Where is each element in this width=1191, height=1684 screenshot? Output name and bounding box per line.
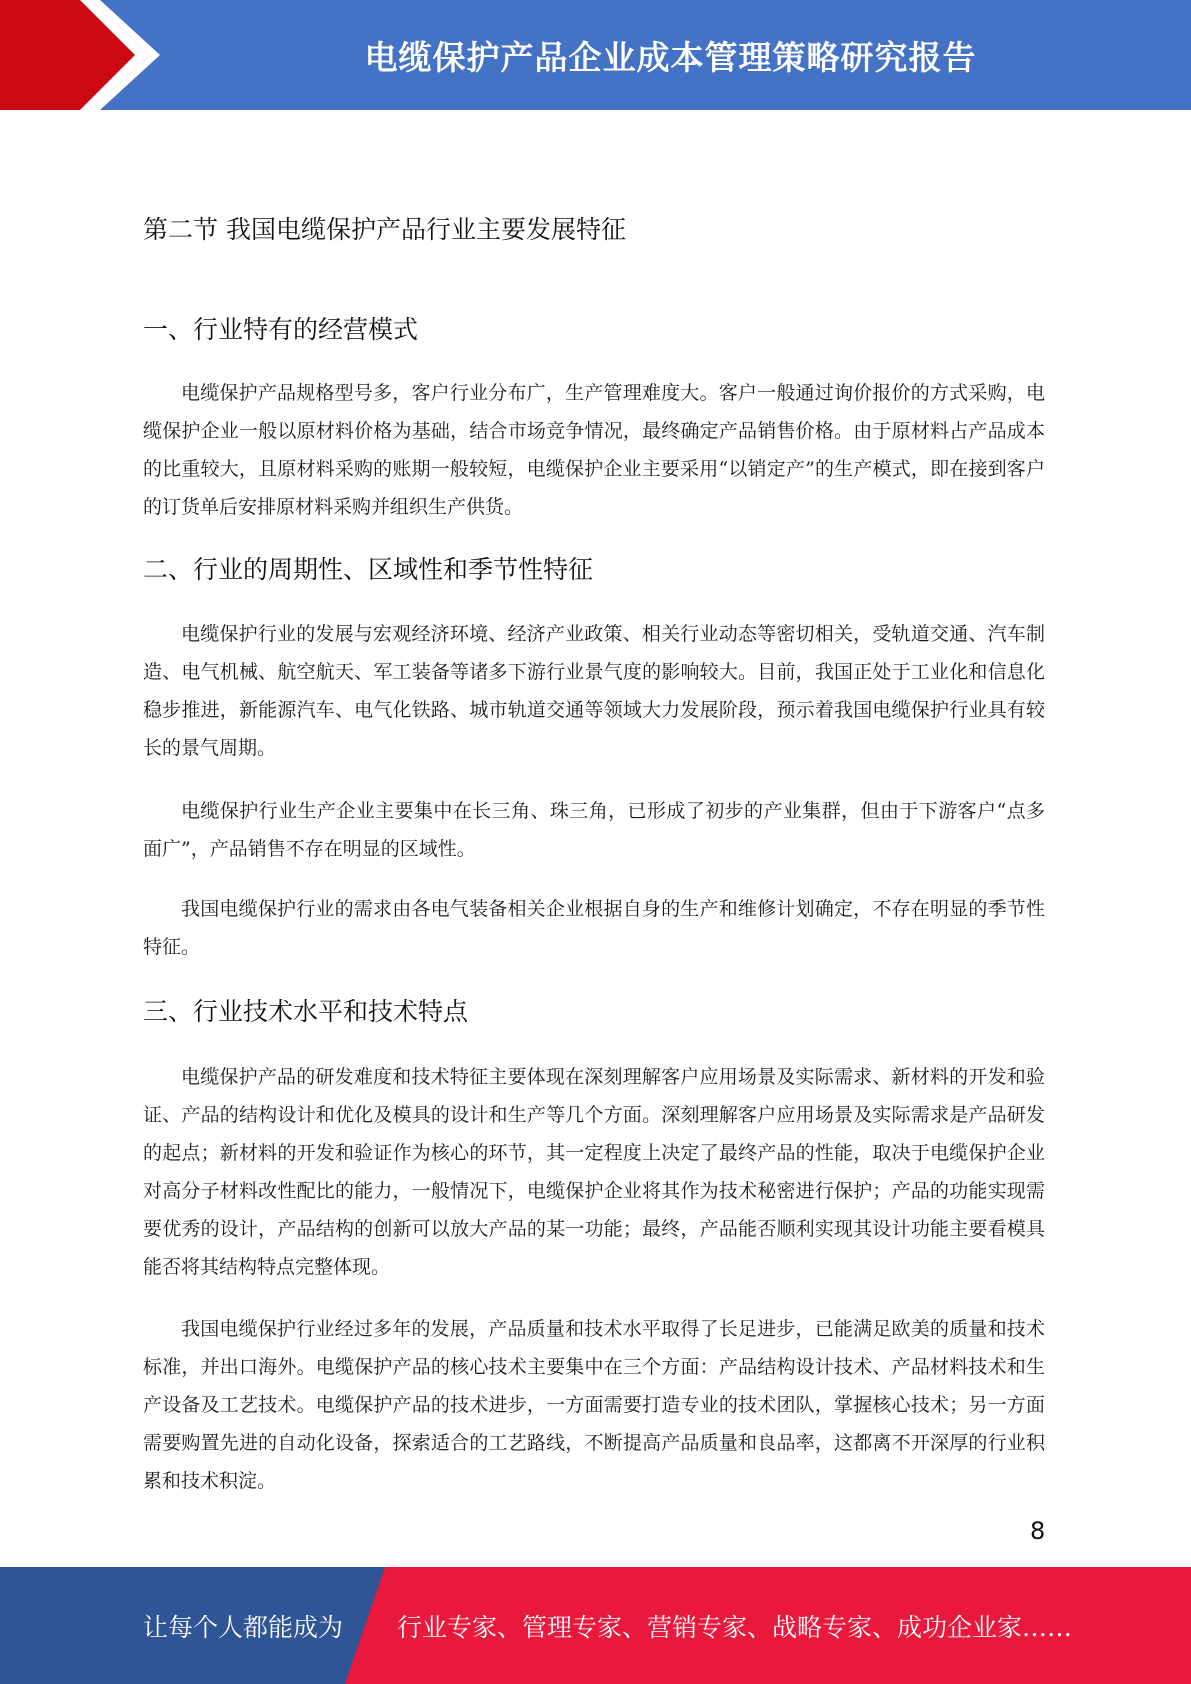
footer-slogan-left: 让每个人都能成为 — [143, 1612, 344, 1642]
report-title: 电缆保护产品企业成本管理策略研究报告 — [364, 37, 977, 77]
page-header — [0, 0, 1191, 110]
paragraph-1-1: 电缆保护产品规格型号多，客户行业分布广，生产管理难度大。客户一般通过询价报价的方式采购，电缆保护企业一般以原材料价格为基础，结合市场竞争情况，最终确定产品销售价格。由于原材料占产品成本的比重较大，且原材料采购的账期一般较短，电缆保护企业主要采用“以销定产”的生产模式，即在接到客户的订货单后安排原材料采购并组织生产供货。 — [143, 382, 1045, 518]
paragraph-2-1: 电缆保护行业的发展与宏观经济环境、经济产业政策、相关行业动态等密切相关，受轨道交通、汽车制造、电气机械、航空航天、军工装备等诸多下游行业景气度的影响较大。目前，我国正处于工业化和信息化稳步推进，新能源汽车、电气化铁路、城市轨道交通等领域大力发展阶段，预示着我国电缆保护行业具有较长的景气周期。 — [143, 623, 1045, 759]
subsection-heading-2: 二、行业的周期性、区域性和季节性特征 — [143, 555, 594, 584]
paragraph-3-2: 我国电缆保护行业经过多年的发展，产品质量和技术水平取得了长足进步，已能满足欧美的质量和技术标准，并出口海外。电缆保护产品的核心技术主要集中在三个方面：产品结构设计技术、产品材料技术和生产设备及工艺技术。电缆保护产品的技术进步，一方面需要打造专业的技术团队，掌握核心技术；另一方面需要购置先进的自动化设备，探索适合的工艺路线，不断提高产品质量和良品率，这都离不开深厚的行业积累和技术积淀。 — [143, 1318, 1045, 1492]
paragraph-2-3: 我国电缆保护行业的需求由各电气装备相关企业根据自身的生产和维修计划确定，不存在明显的季节性特征。 — [143, 898, 1045, 958]
footer-slogan-right: 行业专家、管理专家、营销专家、战略专家、成功企业家…… — [397, 1612, 1073, 1642]
subsection-heading-1: 一、行业特有的经营模式 — [143, 315, 419, 344]
page-number: 8 — [1030, 1517, 1046, 1545]
paragraph-2-2: 电缆保护行业生产企业主要集中在长三角、珠三角，已形成了初步的产业集群，但由于下游客户“点多面广”，产品销售不存在明显的区域性。 — [143, 800, 1045, 860]
paragraph-3-1: 电缆保护产品的研发难度和技术特征主要体现在深刻理解客户应用场景及实际需求、新材料的开发和验证、产品的结构设计和优化及模具的设计和生产等几个方面。深刻理解客户应用场景及实际需求是产品研发的起点；新材料的开发和验证作为核心的环节，其一定程度上决定了最终产品的性能，取决于电缆保护企业对高分子材料改性配比的能力，一般情况下，电缆保护企业将其作为技术秘密进行保护；产品的功能实现需要优秀的设计，产品结构的创新可以放大产品的某一功能；最终，产品能否顺利实现其设计功能主要看模具能否将其结构特点完整体现。 — [143, 1066, 1045, 1278]
section-title: 第二节 我国电缆保护产品行业主要发展特征 — [143, 215, 626, 244]
subsection-heading-3: 三、行业技术水平和技术特点 — [143, 997, 469, 1026]
page-footer — [0, 1567, 1191, 1684]
